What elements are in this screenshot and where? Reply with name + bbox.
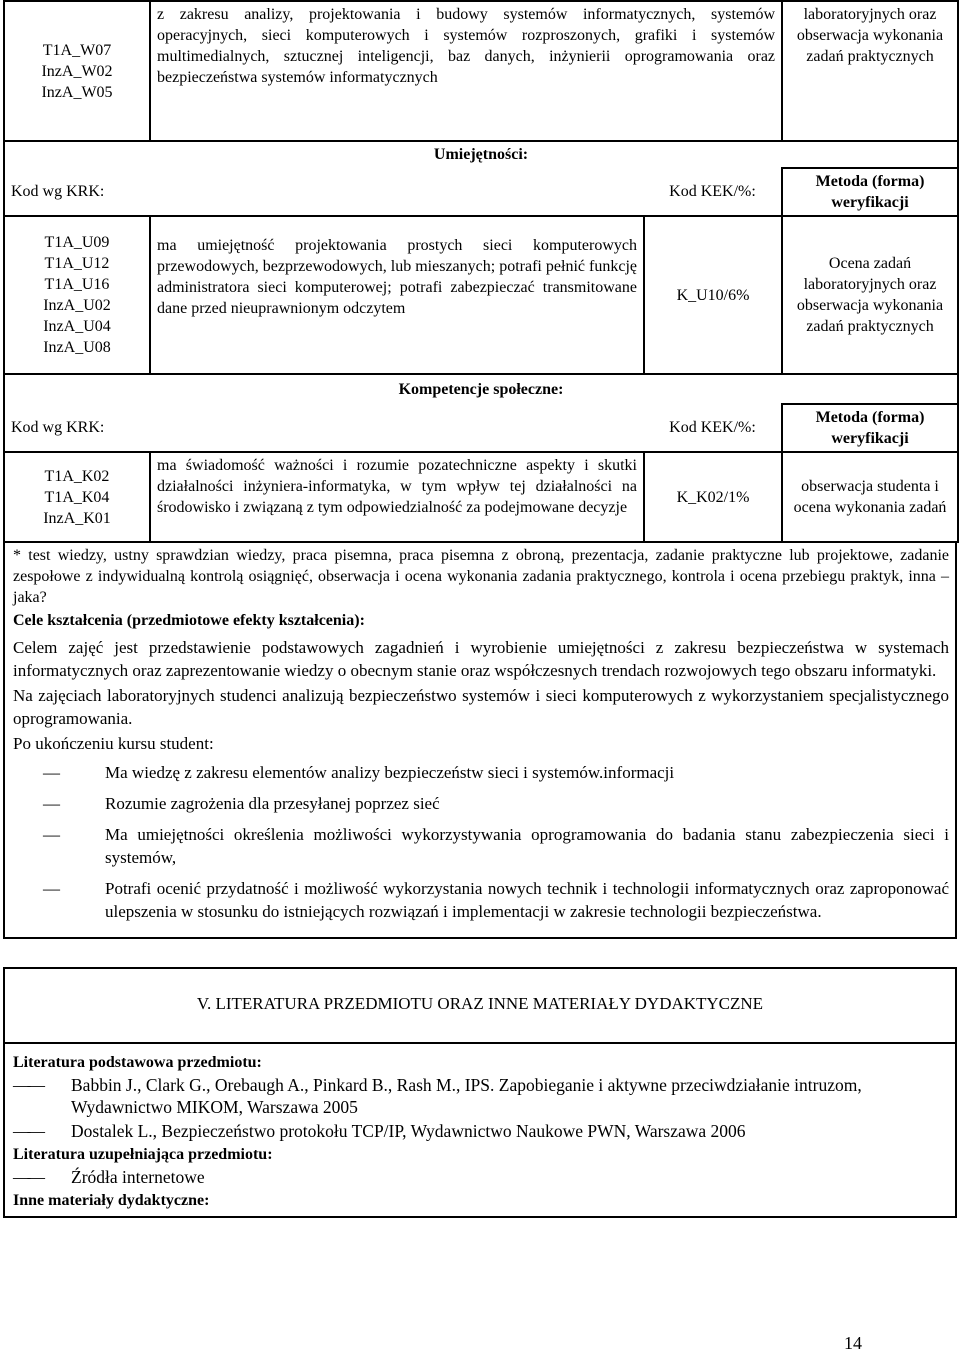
basic-literature-list — [13, 1074, 947, 1142]
social-krk-label: Kod wg KRK: — [4, 404, 150, 452]
skills-kek: K_U10/6% — [644, 216, 782, 374]
goals-paragraph-2: Na zajęciach laboratoryjnych studenci analizują bezpieczeństwo systemów i sieci komputerowych z wykorzystaniem specjalistycznego oprogramowania. — [13, 686, 949, 728]
basic-literature-heading: Literatura podstawowa przedmiotu: — [13, 1054, 262, 1071]
goals-box — [3, 543, 957, 939]
skills-section-label: Umiejętności: — [4, 141, 958, 168]
social-spacer — [150, 404, 644, 452]
supplementary-literature-heading: Literatura uzupełniająca przedmiotu: — [13, 1146, 273, 1163]
list-item: — Ma wiedzę z zakresu elementów analizy bezpieczeństw sieci i systemów.informacji — [13, 761, 949, 784]
list-item: —— Dostalek L., Bezpieczeństwo protokołu TCP/IP, Wydawnictwo Naukowe PWN, Warszawa 2006 — [13, 1120, 947, 1142]
skills-krk-label: Kod wg KRK: — [4, 168, 150, 216]
supplementary-literature-list — [13, 1166, 947, 1188]
skills-method-label: Metoda (forma) weryfikacji — [782, 168, 958, 216]
skills-spacer — [150, 168, 644, 216]
list-item: — Rozumie zagrożenia dla przesyłanej poprzez sieć — [13, 792, 949, 815]
skills-header-row — [4, 168, 958, 216]
social-method: obserwacja studenta i ocena wykonania zadań — [782, 452, 958, 542]
document-page — [3, 0, 957, 1218]
social-description: ma świadomość ważności i rozumie pozatechniczne aspekty i skutki działalności inżyniera-informatyka, w tym wpływ tej działalności na środowisko i związaną z tym odpowiedzialność za podejmowane decyzje — [150, 452, 644, 542]
footnote: * test wiedzy, ustny sprawdzian wiedzy, praca pisemna, praca pisemna z obroną, prezentacja, zadanie praktyczne lub projektowe, zadanie zespołowe z indywidualną kontrolą osiągnięć, obserwacja i ocena wykonania zadania praktycznego, kontrola i ocena przebiegu praktyk, inna – jaka? — [13, 547, 949, 606]
literature-box — [3, 967, 957, 1218]
knowledge-row — [4, 1, 958, 141]
social-kek-label: Kod KEK/%: — [644, 404, 782, 452]
skills-section-row — [4, 141, 958, 168]
knowledge-method: laboratoryjnych oraz obserwacja wykonania zadań praktycznych — [782, 1, 958, 141]
list-item: — Potrafi ocenić przydatność i możliwość wykorzystania nowych technik i technologii informatycznych oraz zaproponować ulepszenia w stosunku do istniejących rozwiązań i implementacji w zakresie technologii bezpieczeństwa. — [13, 877, 949, 923]
social-codes: T1A_K02 T1A_K04 InzA_K01 — [4, 452, 150, 542]
list-item: —— Babbin J., Clark G., Orebaugh A., Pinkard B., Rash M., IPS. Zapobieganie i aktywne przeciwdziałanie intruzom, Wydawnictwo MIKOM, Warszawa 2005 — [13, 1074, 947, 1118]
skills-row — [4, 216, 958, 374]
social-kek: K_K02/1% — [644, 452, 782, 542]
goals-paragraph-1: Celem zajęć jest przedstawienie podstawowych zagadnień i wyrobienie umiejętności z zakresu bezpieczeństwa w systemach informatycznych oraz zaprezentowanie wiedzy o obecnym stanie oraz współczesnych trendach rozwojowych tego obszaru informatyki. — [13, 638, 949, 680]
other-materials-heading: Inne materiały dydaktyczne: — [13, 1192, 210, 1209]
literature-title: V. LITERATURA PRZEDMIOTU ORAZ INNE MATERIAŁY DYDAKTYCZNE — [5, 969, 955, 1044]
knowledge-codes: T1A_W07 InzA_W02 InzA_W05 — [4, 1, 150, 141]
learning-outcomes-table — [3, 0, 959, 543]
page-number: 14 — [844, 1333, 862, 1353]
literature-body — [5, 1044, 955, 1216]
knowledge-description: z zakresu analizy, projektowania i budowy systemów informatycznych, systemów operacyjnych, sieci komputerowych i systemów rozproszonych, grafiki i systemów multimedialnych, sztucznej inteligencji, baz danych, inżynierii oprogramowania oraz bezpieczeństwa systemów informatycznych — [150, 1, 782, 141]
skills-kek-label: Kod KEK/%: — [644, 168, 782, 216]
goals-heading: Cele kształcenia (przedmiotowe efekty kształcenia): — [13, 612, 365, 629]
social-section-label: Kompetencje społeczne: — [4, 374, 958, 404]
social-row — [4, 452, 958, 542]
goals-paragraph-3: Po ukończeniu kursu student: — [13, 734, 214, 753]
skills-codes: T1A_U09 T1A_U12 T1A_U16 InzA_U02 InzA_U04 InzA_U08 — [4, 216, 150, 374]
list-item: — Ma umiejętności określenia możliwości wykorzystywania oprogramowania do badania stanu zabezpieczenia sieci i systemów, — [13, 823, 949, 869]
goals-list — [13, 761, 949, 923]
social-header-row — [4, 404, 958, 452]
social-section-row — [4, 374, 958, 404]
skills-method: Ocena zadań laboratoryjnych oraz obserwacja wykonania zadań praktycznych — [782, 216, 958, 374]
social-method-label: Metoda (forma) weryfikacji — [782, 404, 958, 452]
skills-description: ma umiejętność projektowania prostych sieci komputerowych przewodowych, bezprzewodowych, lub mieszanych; potrafi pełnić funkcję administratora sieci komputerowej; potrafi zabezpieczać transmitowane dane przed nieuprawnionym odczytem — [150, 216, 644, 374]
list-item: —— Źródła internetowe — [13, 1166, 947, 1188]
